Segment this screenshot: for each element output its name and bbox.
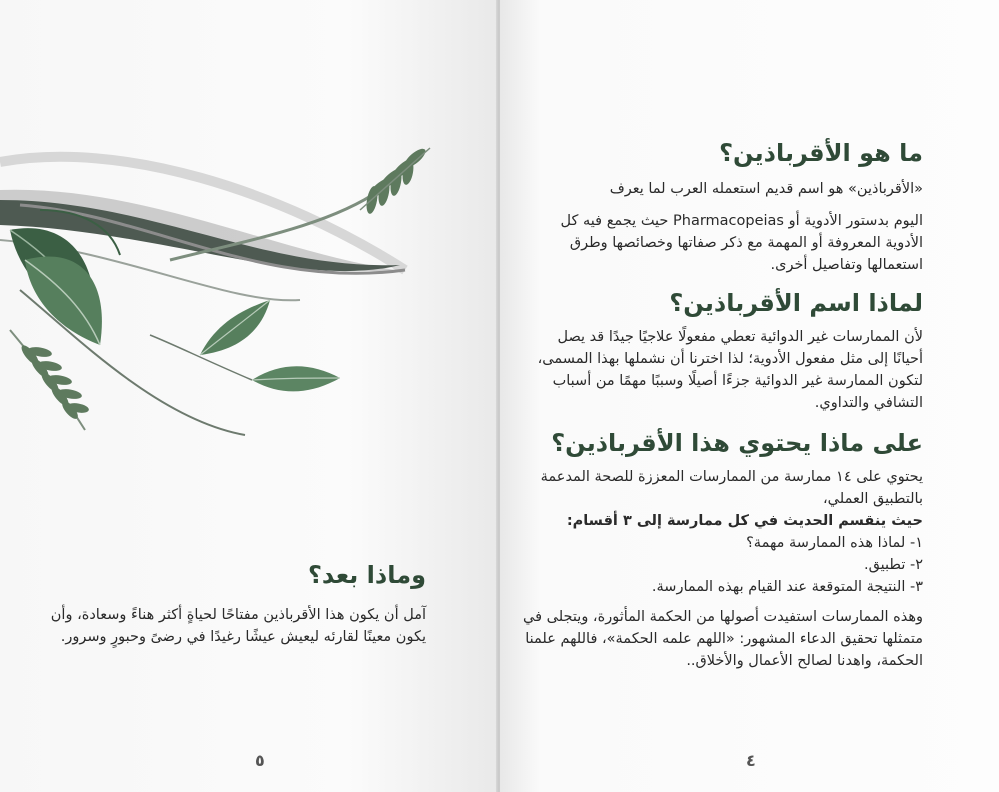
- section-heading-what-next: وماذا بعد؟: [307, 561, 426, 589]
- why-name-paragraph: لأن الممارسات غير الدوائية تعطي مفعولًا علاجيًا جيدًا قد يصل أحيانًا إلى مثل مفعول الأدوية؛ لذا اخترنا أن نشملها بهذا المسمى، لتكون الممارسة غير الدوائية جزءًا أصيلًا وسببًا مهمًا من أسباب التشافي والتداوي.: [537, 329, 923, 411]
- page-number: ٤: [746, 751, 756, 770]
- closing-paragraph: آمل أن يكون هذا الأقرباذين مفتاحًا لحياةٍ أكثر هناءً وسعادة، وأن يكون معينًا لقارئه ليعيش عيشًا رغيدًا في رضىً وحبورٍ وسرور.: [50, 607, 426, 645]
- left-page: [0, 0, 498, 792]
- page-number: ٥: [255, 751, 265, 770]
- list-item-3: ٣- النتيجة المتوقعة عند القيام بهذه الممارسة.: [651, 579, 923, 595]
- definition-paragraph-1: «الأقرباذين» هو اسم قديم استعمله العرب لما يعرف: [609, 181, 923, 197]
- definition-paragraph-2: اليوم بدستور الأدوية أو Pharmacopeias حيث يجمع فيه كل الأدوية المعروفة أو المهمة مع ذكر صفاتها وخصائصها وطرق استعمالها وتفاصيل أخرى.: [560, 213, 923, 273]
- right-page: [500, 0, 999, 792]
- wisdom-paragraph: وهذه الممارسات استفيدت أصولها من الحكمة المأثورة، ويتجلى في متمثلها تحقيق الدعاء المشهور: «اللهم علمه الحكمة»، فاللهم علمنا الحكمة، واهدنا لصالح الأعمال والأخلاق..: [523, 609, 923, 669]
- sections-intro-line: حيث ينقسم الحديث في كل ممارسة إلى ٣ أقسام:: [566, 513, 923, 529]
- contents-paragraph: يحتوي على ١٤ ممارسة من الممارسات المعززة للصحة المدعمة بالتطبيق العملي،: [540, 469, 923, 507]
- wheat-leaves-illustration: [0, 130, 460, 460]
- section-heading-why-name: لماذا اسم الأقرباذين؟: [669, 289, 923, 317]
- section-heading-contents: على ماذا يحتوي هذا الأقرباذين؟: [551, 429, 923, 457]
- list-item-1: ١- لماذا هذه الممارسة مهمة؟: [746, 535, 923, 551]
- list-item-2: ٢- تطبيق.: [863, 557, 923, 573]
- section-heading-what-is: ما هو الأقرباذين؟: [719, 139, 923, 167]
